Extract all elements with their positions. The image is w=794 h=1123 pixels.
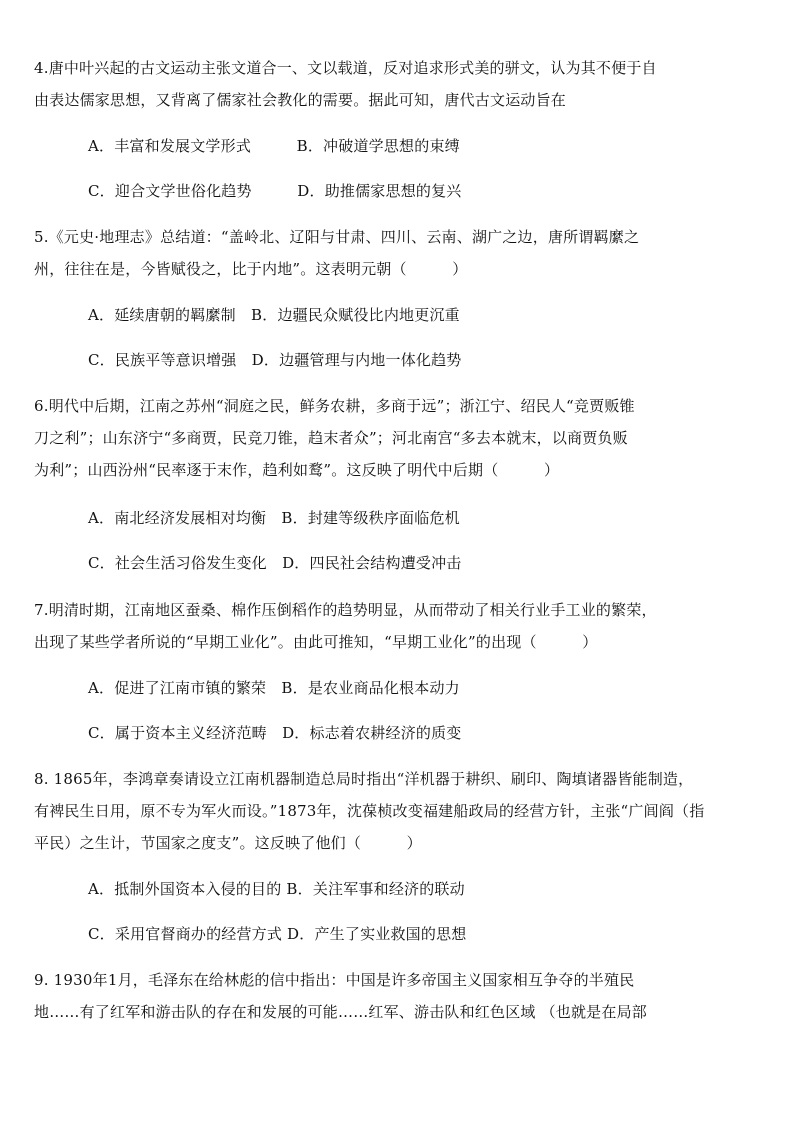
- question-7-text-line-1: 7.明清时期，江南地区蚕桑、棉作压倒稻作的趋势明显，从而带动了相关行业手工业的繁荣，: [34, 601, 657, 619]
- question-9-text-line-2: 地……有了红军和游击队的存在和发展的可能……红军、游击队和红色区域 （也就是在局部: [34, 1003, 647, 1021]
- question-6-text-line-2: 刀之利”；山东济宁“多商贾，民竞刀锥，趋末者众”；河北南宫“多去本就末，以商贾负贩: [34, 429, 628, 447]
- question-7-options-row-1: A．促进了江南市镇的繁荣 B．是农业商品化根本动力: [88, 679, 460, 697]
- question-8-options-row-1: A．抵制外国资本入侵的目的 B．关注军事和经济的联动: [88, 880, 465, 898]
- question-4-options-row-1: A．丰富和发展文学形式 B．冲破道学思想的束缚: [88, 137, 460, 155]
- question-8-options-row-2: C．采用官督商办的经营方式 D．产生了实业救国的思想: [88, 925, 467, 943]
- question-8-text-line-2: 有裨民生日用，原不专为军火而设。”1873年，沈葆桢改变福建船政局的经营方针，主张“广闾阎（指: [34, 802, 705, 820]
- question-7-options-row-2: C．属于资本主义经济范畴 D．标志着农耕经济的质变: [88, 724, 462, 742]
- question-6-text-line-3: 为利”；山西汾州“民率逐于末作，趋利如鹜”。这反映了明代中后期（ ）: [34, 461, 560, 479]
- question-5-text-line-2: 州，往往在是，今皆赋役之，比于内地”。这表明元朝（ ）: [34, 260, 468, 278]
- question-6-options-row-2: C．社会生活习俗发生变化 D．四民社会结构遭受冲击: [88, 554, 462, 572]
- question-7-text-line-2: 出现了某些学者所说的“早期工业化”。由此可推知，“早期工业化”的出现（ ）: [34, 633, 598, 651]
- question-9-text-line-1: 9. 1930年1月，毛泽东在给林彪的信中指出：中国是许多帝国主义国家相互争夺的半殖民: [34, 971, 635, 989]
- question-4-text-line-1: 4.唐中叶兴起的古文运动主张文道合一、文以载道，反对追求形式美的骈文，认为其不便于自: [34, 59, 657, 77]
- question-6-text-line-1: 6.明代中后期，江南之苏州“洞庭之民，鲜务农耕，多商于远”；浙江宁、绍民人“竞贾贩锥: [34, 397, 635, 415]
- question-5-options-row-2: C．民族平等意识增强 D．边疆管理与内地一体化趋势: [88, 351, 462, 369]
- question-5-options-row-1: A．延续唐朝的羁縻制 B．边疆民众赋役比内地更沉重: [88, 306, 460, 324]
- question-4-options-row-2: C．迎合文学世俗化趋势 D．助推儒家思想的复兴: [88, 182, 462, 200]
- question-6-options-row-1: A．南北经济发展相对均衡 B．封建等级秩序面临危机: [88, 509, 460, 527]
- question-8-text-line-3: 平民）之生计，节国家之度支”。这反映了他们（ ）: [34, 834, 422, 852]
- question-5-text-line-1: 5.《元史·地理志》总结道：“盖岭北、辽阳与甘肃、四川、云南、湖广之边，唐所谓羁縻之: [34, 228, 640, 246]
- question-4-text-line-2: 由表达儒家思想，又背离了儒家社会教化的需要。据此可知，唐代古文运动旨在: [34, 91, 567, 109]
- question-8-text-line-1: 8. 1865年，李鸿章奏请设立江南机器制造总局时指出“洋机器于耕织、刷印、陶填诸器皆能制造，: [34, 770, 694, 788]
